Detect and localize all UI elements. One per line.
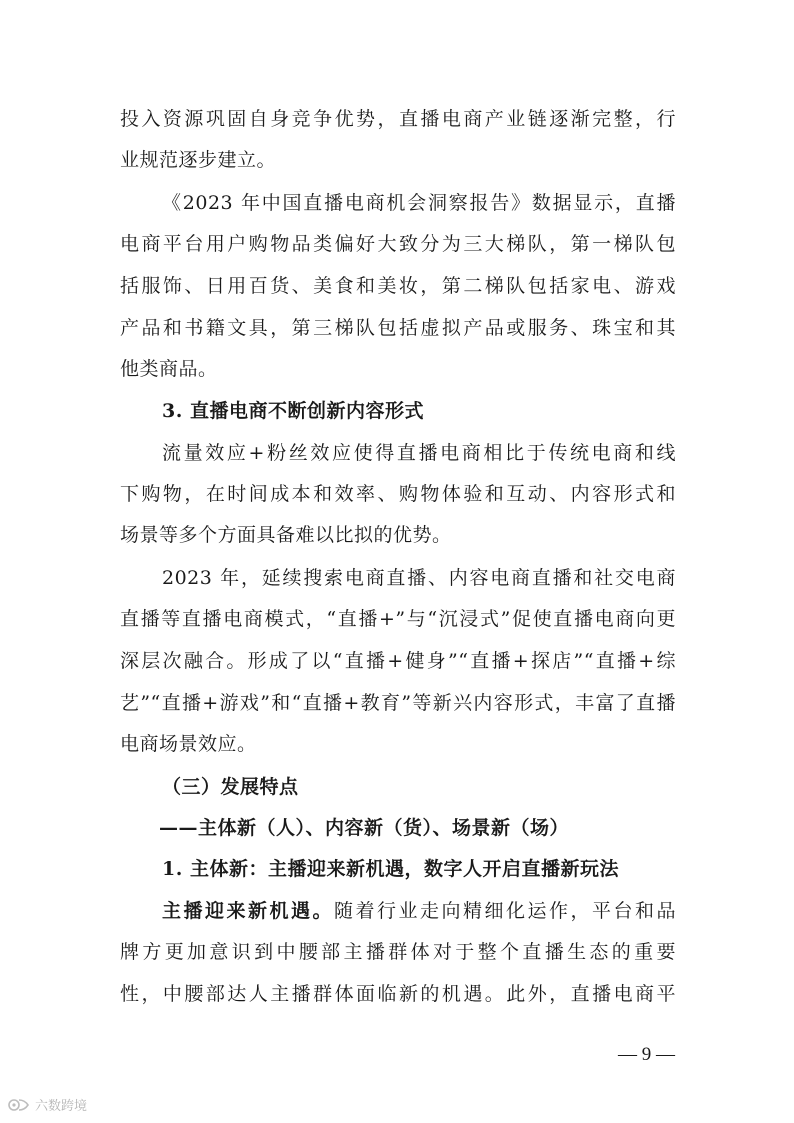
paragraph-line: 性，中腰部达人主播群体面临新的机遇。此外，直播电商平 [120,983,676,1005]
paragraph-line: 艺”“直播+游戏”和“直播+教育”等新兴内容形式，丰富了直播 [120,692,676,714]
section-heading: 1. 主体新：主播迎来新机遇，数字人开启直播新玩法 [162,858,619,880]
section-heading: （三）发展特点 [162,776,299,798]
paragraph-line: 2023 年，延续搜索电商直播、内容电商直播和社交电商 [162,567,676,589]
page-number: — 9 — [618,1044,675,1065]
lead-phrase: 主播迎来新机遇。 [162,900,334,922]
watermark [8,1095,87,1114]
paragraph-line [162,899,676,923]
paragraph-line: 牌方更加意识到中腰部主播群体对于整个直播生态的重要 [120,941,676,963]
paragraph-line: 投入资源巩固自身竞争优势，直播电商产业链逐渐完整，行 [120,108,676,130]
watermark-logo-icon [8,1096,30,1114]
paragraph-line: 产品和书籍文具，第三梯队包括虚拟产品或服务、珠宝和其 [120,317,676,339]
paragraph-line: 电商场景效应。 [120,733,257,755]
section-subtitle: ——主体新（人）、内容新（货）、场景新（场） [159,817,570,839]
paragraph-line: 场景等多个方面具备难以比拟的优势。 [120,524,452,546]
paragraph-line: 业规范逐步建立。 [120,149,277,171]
paragraph-line: 他类商品。 [120,358,218,380]
section-heading: 3. 直播电商不断创新内容形式 [162,400,424,422]
paragraph-line: 深层次融合。形成了以“直播+健身”“直播+探店”“直播+综 [120,650,676,672]
paragraph-line: 直播等直播电商模式，“直播+”与“沉浸式”促使直播电商向更 [120,608,676,630]
watermark-text: 六数跨境 [35,1099,88,1114]
paragraph-line: 电商平台用户购物品类偏好大致分为三大梯队，第一梯队包 [120,233,676,255]
paragraph-line: 流量效应+粉丝效应使得直播电商相比于传统电商和线 [162,442,676,464]
paragraph-line: 括服饰、日用百货、美食和美妆，第二梯队包括家电、游戏 [120,275,676,297]
paragraph-line-rest: 随着行业走向精细化运作，平台和品 [334,900,676,922]
paragraph-line: 下购物，在时间成本和效率、购物体验和互动、内容形式和 [120,483,676,505]
paragraph-line: 《2023 年中国直播电商机会洞察报告》数据显示，直播 [162,192,676,214]
